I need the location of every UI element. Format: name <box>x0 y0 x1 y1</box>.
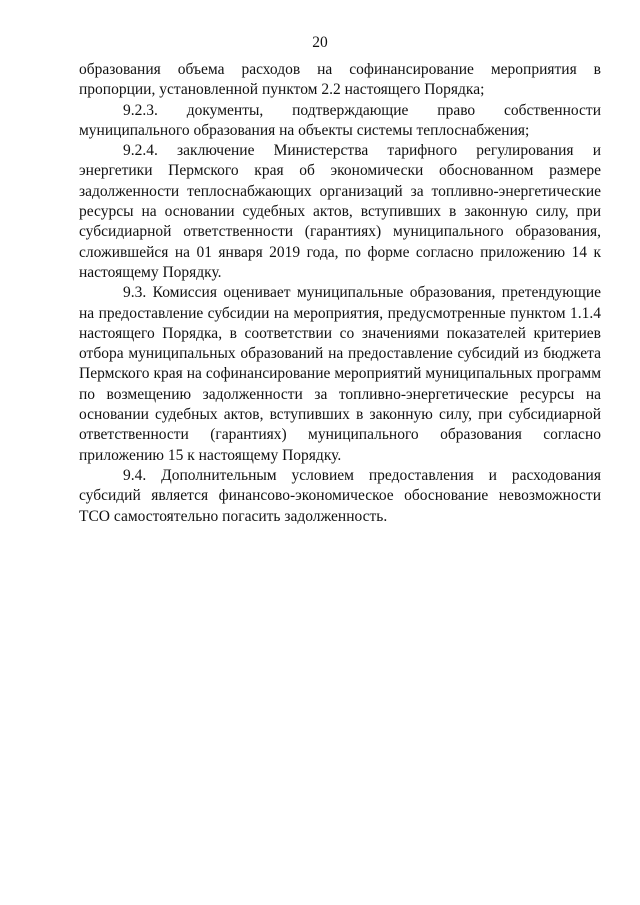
paragraph-9-4: 9.4. Дополнительным условием предоставления и расходования субсидий является финансово-экономическое обоснование невозможности ТСО самостоятельно погасить задолженность. <box>79 466 601 525</box>
paragraph-9-2-4: 9.2.4. заключение Министерства тарифного регулирования и энергетики Пермского края об экономически обоснованном размере задолженности теплоснабжающих организаций за топливно-энергетические ресурсы на основании судебных актов, вступивших в законную силу, при субсидиарной ответственности (гарантиях) муниципального образования, сложившейся на 01 января 2019 года, по форме согласно приложению 14 к настоящему Порядку. <box>79 142 601 281</box>
document-body <box>79 60 601 527</box>
paragraph-continuation: образования объема расходов на софинансирование мероприятия в пропорции, установленной пунктом 2.2 настоящего Порядка; <box>79 61 601 99</box>
paragraph-9-2-3: 9.2.3. документы, подтверждающие право собственности муниципального образования на объекты системы теплоснабжения; <box>79 101 601 139</box>
page-number: 20 <box>312 34 328 51</box>
paragraph-9-3: 9.3. Комиссия оценивает муниципальные образования, претендующие на предоставление субсидии на мероприятия, предусмотренные пунктом 1.1.4 настоящего Порядка, в соответствии со значениями показателей критериев отбора муниципальных образований на предоставление субсидий из бюджета Пермского края на софинансирование мероприятий муниципальных программ по возмещению задолженности за топливно-энергетические ресурсы на основании судебных актов, вступивших в законную силу, при субсидиарной ответственности (гарантиях) муниципального образования согласно приложению 15 к настоящему Порядку. <box>79 284 601 464</box>
